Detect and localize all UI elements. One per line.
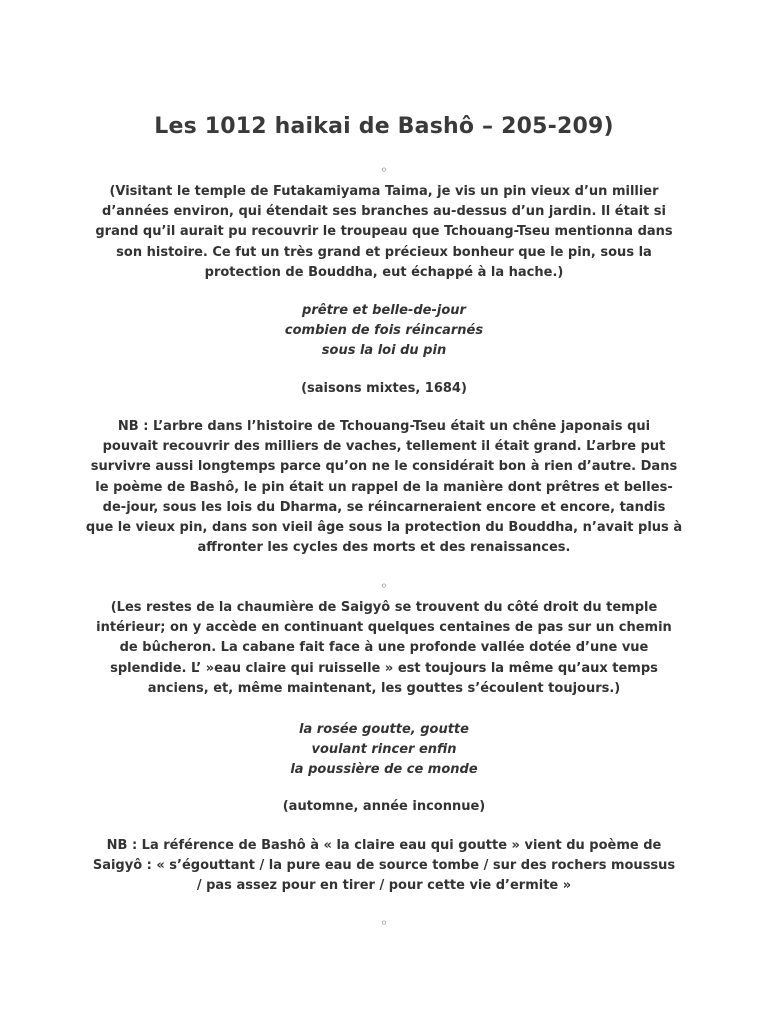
separator-mark: ◦ — [380, 916, 388, 930]
entry-2-poem: la rosée goutte, goutte voulant rincer enfin la poussière de ce monde — [290, 722, 478, 778]
page-title: Les 1012 haikai de Bashô – 205-209) — [154, 114, 614, 139]
separator-mark: ◦ — [380, 163, 388, 177]
entry-2-note: NB : La référence de Bashô à « la claire eau qui goutte » vient du poème de Saigyô : « s’égouttant / la pure eau de source tombe / sur des rochers moussus / pas assez pour en tirer / pour cette vie d’ermite » — [92, 838, 676, 894]
entry-1-note: NB : L’arbre dans l’histoire de Tchouang-Tseu était un chêne japonais qui pouvait recouvrir des milliers de vaches, tellement il était grand. L’arbre put survivre aussi longtemps parce qu’on ne le considérait bon à rien d’autre. Dans le poème de Bashô, le pin était un rappel de la manière dont prêtres et belles- de-jour, sous les lois du Dharma, se réincarneraient encore et encore, tandis que le vieux pin, dans son vieil âge sous la protection du Bouddha, n’avait plus à affronter les cycles des morts et des renaissances. — [85, 419, 683, 556]
entry-1-season: (saisons mixtes, 1684) — [301, 381, 467, 396]
entry-1-poem: prêtre et belle-de-jour combien de fois réincarnés sous la loi du pin — [284, 303, 484, 359]
separator-mark: ◦ — [380, 579, 388, 593]
entry-1-intro: (Visitant le temple de Futakamiyama Taima, je vis un pin vieux d’un millier d’années environ, qui étendait ses branches au-dessus d’un jardin. Il était si grand qu’il aurait pu recouvrir le troupeau que Tchouang-Tseu mentionna dans son histoire. Ce fut un très grand et précieux bonheur que le pin, sous la protection de Bouddha, eut échappé à la hache.) — [95, 184, 673, 280]
entry-2-intro: (Les restes de la chaumière de Saigyô se trouvent du côté droit du temple intérieur; on y accède en continuant quelques centaines de pas sur un chemin de bûcheron. La cabane fait face à une profonde vallée dotée d’une vue splendide. L’ »eau claire qui ruisselle » est toujours la même qu’aux temps anciens, et, même maintenant, les gouttes s’écoulent toujours.) — [96, 600, 672, 696]
entry-2-season: (automne, année inconnue) — [282, 799, 486, 814]
